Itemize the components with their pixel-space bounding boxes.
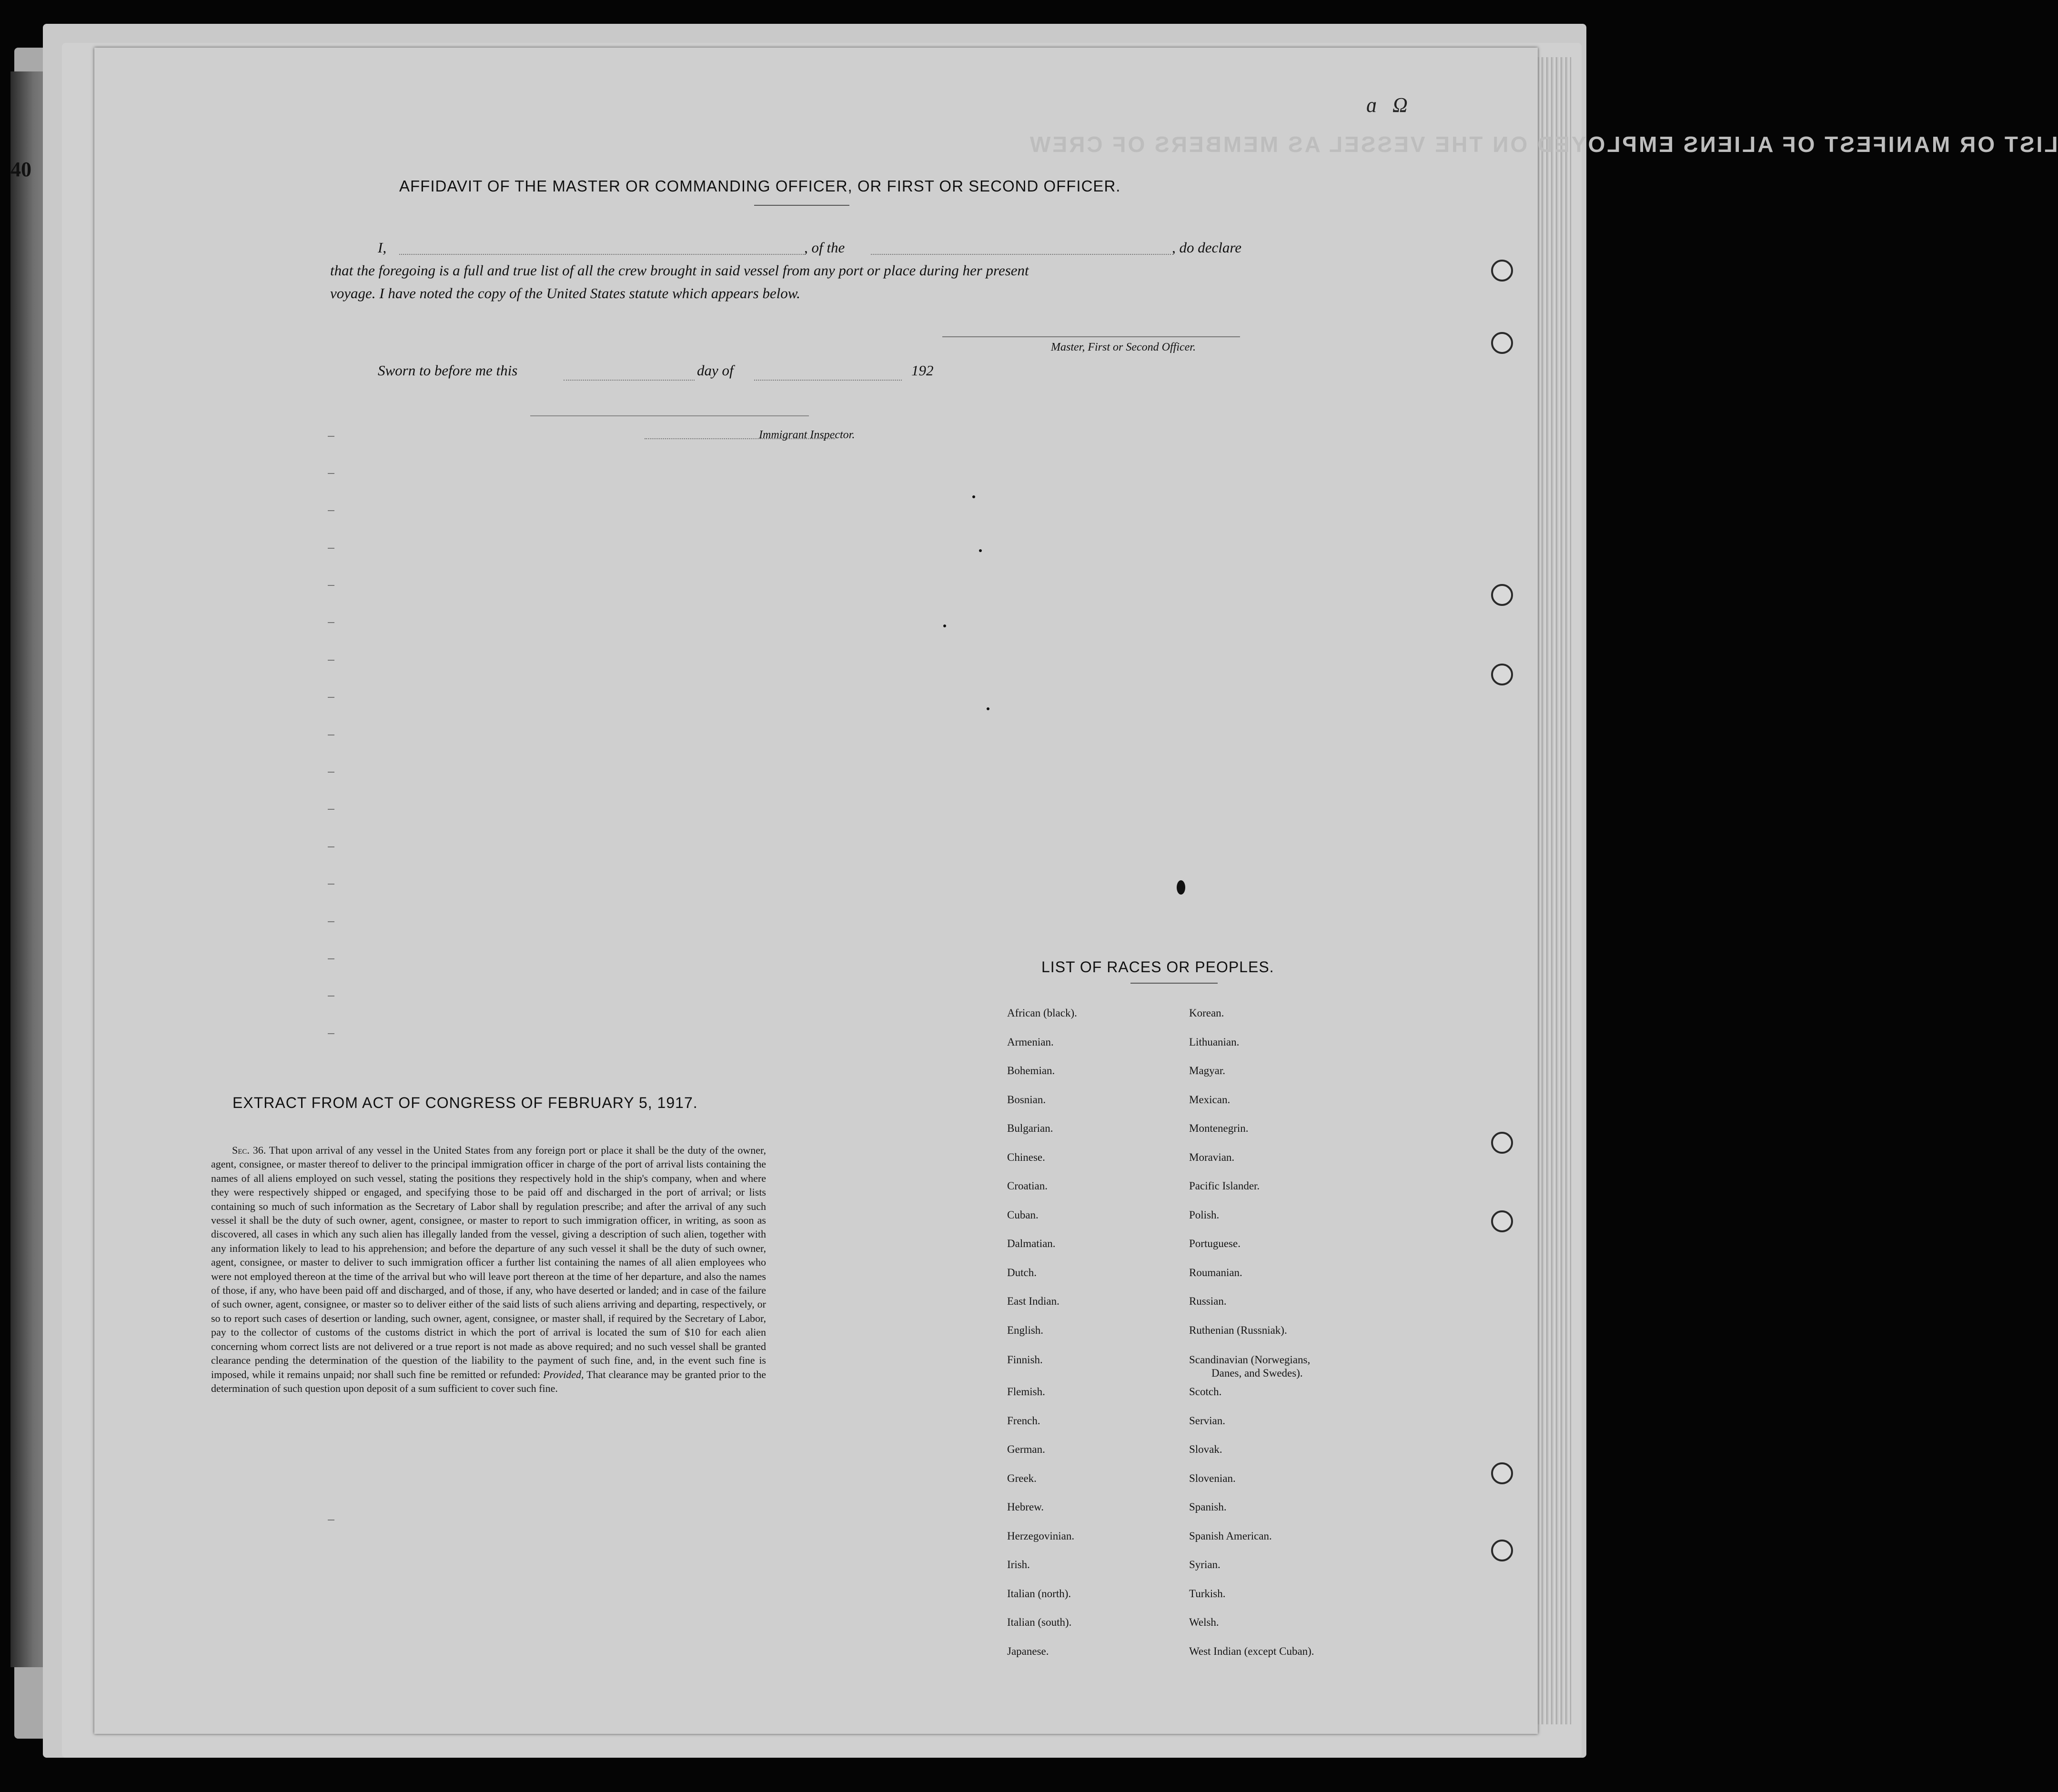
sworn-month-blank[interactable] bbox=[754, 380, 902, 381]
race-item: Slovak. bbox=[1189, 1443, 1222, 1455]
race-item: Greek. bbox=[1007, 1472, 1037, 1484]
signature-line[interactable] bbox=[942, 336, 1240, 337]
race-item: Pacific Islander. bbox=[1189, 1180, 1260, 1192]
race-item: French. bbox=[1007, 1415, 1040, 1427]
race-item: Servian. bbox=[1189, 1415, 1226, 1427]
race-item: Italian (north). bbox=[1007, 1588, 1071, 1600]
year-label: 192 bbox=[911, 362, 934, 379]
race-item: Irish. bbox=[1007, 1559, 1030, 1571]
race-item: German. bbox=[1007, 1443, 1045, 1455]
race-item: East Indian. bbox=[1007, 1295, 1059, 1307]
race-item: West Indian (except Cuban). bbox=[1189, 1645, 1314, 1657]
margin-page-number: 40 bbox=[10, 158, 31, 181]
race-item: Cuban. bbox=[1007, 1209, 1039, 1221]
race-item: Finnish. bbox=[1007, 1354, 1043, 1366]
race-item: Bulgarian. bbox=[1007, 1122, 1053, 1134]
signature-label: Master, First or Second Officer. bbox=[1051, 341, 1196, 353]
extract-text-end: That clearance may be granted prior to the determination of such question upon deposit of a sum sufficient to cover such fine. bbox=[211, 1368, 766, 1394]
affidavit-do-declare-label: , do declare bbox=[1172, 239, 1242, 256]
race-item: Herzegovinian. bbox=[1007, 1530, 1075, 1542]
extract-text: That upon arrival of any vessel in the United States from any foreign port or place it shall be the duty of the owner, agent, consignee, or master thereof to deliver to the principal immigration officer in charge of the port of arrival lists containing the names of all aliens employed on such vessel, stating the positions they respectively hold in the ship's company, when and where they were respectively shipped or engaged, and specifying those to be paid off and discharged in the port of arrival; or lists containing so much of such information as the Secretary of Labor shall by regulation prescribe; and after the arrival of any such vessel it shall be the duty of such owner, agent, consignee, or master to report to such immigration officer, in writing, as soon as discovered, all cases in which any such alien has illegally landed from the vessel, giving a description of such alien, together with any information likely to lead to his apprehension; and before the departure of any such vessel it shall be the duty of such owner, agent, consignee, or master to deliver to such immigration officer a further list containing the names of all alien employees who were not employed thereon at the time of the arrival but who will leave port thereon at the time of her departure, and also the names of those, if any, who have been paid off and discharged, and of those, if any, who have deserted or landed; and in case of the failure of such owner, agent, consignee, or master so to deliver either of the said lists of such aliens arriving and departing, respectively, or so to report such cases of desertion or landing, such owner, agent, consignee, or master shall, if required by the Secretary of Labor, pay to the collector of customs of the customs district in which the port of arrival is located the sum of $10 for each alien concerning whom correct lists are not delivered or a true report is not made as above required; and no such vessel shall be granted clearance pending the determination of the question of the liability to the payment of such fine, and, in the event such fine is imposed, while it remains unpaid; nor shall such fine be remitted or refunded: bbox=[211, 1144, 766, 1380]
vessel-blank[interactable] bbox=[871, 254, 1171, 255]
race-item: Spanish American. bbox=[1189, 1530, 1272, 1542]
corner-marks: ɑ Ω bbox=[1366, 93, 1408, 117]
document-page bbox=[94, 48, 2058, 1734]
title-underline bbox=[754, 205, 849, 206]
sworn-day-blank[interactable] bbox=[564, 380, 695, 381]
inspector-label: Immigrant Inspector. bbox=[759, 429, 855, 441]
race-item: Turkish. bbox=[1189, 1588, 1226, 1600]
race-item: Scandinavian (Norwegians, bbox=[1189, 1354, 1311, 1366]
ink-blot bbox=[1177, 880, 1185, 895]
race-item: Scotch. bbox=[1189, 1386, 1222, 1398]
race-item: Bohemian. bbox=[1007, 1065, 1055, 1077]
binder-hole-icon bbox=[1491, 1540, 1513, 1561]
stray-mark bbox=[979, 549, 982, 552]
binder-hole-icon bbox=[1491, 664, 1513, 685]
margin-dash bbox=[328, 809, 334, 810]
race-item: Croatian. bbox=[1007, 1180, 1048, 1192]
race-item: Italian (south). bbox=[1007, 1616, 1072, 1628]
stray-mark bbox=[987, 707, 989, 710]
affidavit-title: AFFIDAVIT OF THE MASTER OR COMMANDING OFFICER, OR FIRST OR SECOND OFFICER. bbox=[399, 177, 1121, 195]
sworn-label: Sworn to before me this bbox=[378, 362, 518, 379]
race-item: Lithuanian. bbox=[1189, 1036, 1240, 1048]
provided-label: Provided, bbox=[543, 1368, 584, 1380]
race-item: English. bbox=[1007, 1324, 1044, 1336]
affidavit-line-2: that the foregoing is a full and true list of all the crew brought in said vessel from any port or place during her present bbox=[330, 262, 1029, 279]
margin-dash bbox=[328, 510, 334, 511]
margin-dash bbox=[328, 996, 334, 997]
margin-dash bbox=[328, 660, 334, 661]
race-item: Syrian. bbox=[1189, 1559, 1221, 1571]
race-item: Moravian. bbox=[1189, 1151, 1235, 1163]
margin-dash bbox=[328, 772, 334, 773]
stray-mark bbox=[943, 624, 946, 627]
margin-dash bbox=[328, 846, 334, 847]
binder-hole-icon bbox=[1491, 332, 1513, 354]
race-item-continuation: Danes, and Swedes). bbox=[1211, 1367, 1303, 1379]
inspector-line[interactable] bbox=[530, 415, 809, 416]
race-item: Russian. bbox=[1189, 1295, 1227, 1307]
race-item: Dutch. bbox=[1007, 1267, 1037, 1279]
margin-dash bbox=[328, 697, 334, 698]
race-item: Bosnian. bbox=[1007, 1094, 1046, 1106]
race-item: Montenegrin. bbox=[1189, 1122, 1249, 1134]
race-item: Spanish. bbox=[1189, 1501, 1227, 1513]
day-of-label: day of bbox=[697, 362, 734, 379]
race-item: Mexican. bbox=[1189, 1094, 1231, 1106]
margin-dash bbox=[328, 548, 334, 549]
bleed-through-text: LIST OR MANIFEST OF ALIENS EMPLOYED ON THE VESSEL AS MEMBERS OF CREW bbox=[1028, 132, 2058, 157]
binder-hole-icon bbox=[1491, 260, 1513, 282]
race-item: Dalmatian. bbox=[1007, 1238, 1056, 1249]
race-item: Hebrew. bbox=[1007, 1501, 1044, 1513]
race-item: Ruthenian (Russniak). bbox=[1189, 1324, 1287, 1336]
binder-hole-icon bbox=[1491, 584, 1513, 606]
race-item: Armenian. bbox=[1007, 1036, 1054, 1048]
race-item: Korean. bbox=[1189, 1007, 1224, 1019]
margin-dash bbox=[328, 1033, 334, 1034]
margin-dash bbox=[328, 473, 334, 474]
race-item: Welsh. bbox=[1189, 1616, 1219, 1628]
extract-title: EXTRACT FROM ACT OF CONGRESS OF FEBRUARY 5, 1917. bbox=[232, 1094, 698, 1111]
binder-hole-icon bbox=[1491, 1132, 1513, 1154]
affidavit-i-label: I, bbox=[378, 239, 387, 256]
affidavit-line-3: voyage. I have noted the copy of the United States statute which appears below. bbox=[330, 285, 800, 302]
margin-dash bbox=[328, 884, 334, 885]
race-item: Slovenian. bbox=[1189, 1472, 1236, 1484]
race-item: Magyar. bbox=[1189, 1065, 1226, 1077]
binder-hole-icon bbox=[1491, 1462, 1513, 1484]
margin-dash bbox=[328, 921, 334, 922]
race-item: African (black). bbox=[1007, 1007, 1077, 1019]
section-label: Sec. 36. bbox=[232, 1144, 266, 1156]
races-title-underline bbox=[1130, 983, 1218, 984]
races-title: LIST OF RACES OR PEOPLES. bbox=[1041, 958, 1274, 976]
race-item: Portuguese. bbox=[1189, 1238, 1241, 1249]
margin-dash bbox=[328, 958, 334, 959]
margin-dash bbox=[328, 585, 334, 586]
race-item: Flemish. bbox=[1007, 1386, 1045, 1398]
margin-dash bbox=[328, 622, 334, 623]
binder-hole-icon bbox=[1491, 1210, 1513, 1232]
race-item: Chinese. bbox=[1007, 1151, 1045, 1163]
stray-mark bbox=[972, 495, 975, 498]
affidavit-of-the-label: , of the bbox=[804, 239, 845, 256]
extract-body bbox=[211, 1143, 766, 1395]
margin-dash bbox=[328, 436, 334, 437]
name-blank[interactable] bbox=[399, 254, 804, 255]
page-edges bbox=[1538, 57, 1571, 1724]
race-item: Japanese. bbox=[1007, 1645, 1049, 1657]
race-item: Polish. bbox=[1189, 1209, 1220, 1221]
race-item: Roumanian. bbox=[1189, 1267, 1242, 1279]
